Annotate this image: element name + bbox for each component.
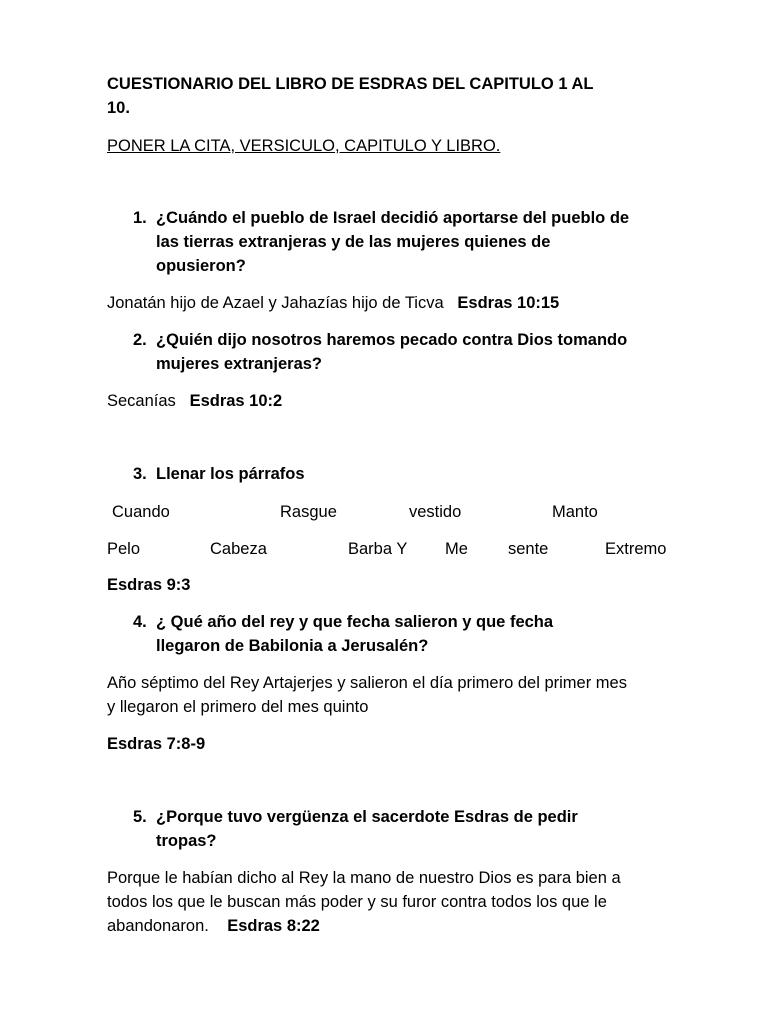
answer-text: Jonatán hijo de Azael y Jahazías hijo de Ticva [107,294,444,312]
answer-2 [107,389,282,413]
fill-word: Manto [552,503,598,521]
fill-word: Rasgue [280,503,337,521]
fill-word: vestido [409,503,462,521]
citation: Esdras 10:2 [189,392,283,410]
question-text-line: opusieron? [156,257,246,275]
answer-text-line: y llegaron el primero del mes quinto [107,698,369,716]
question-text-line: mujeres extranjeras? [156,355,323,373]
question-number: 1. [133,209,147,227]
fill-word: Me [445,540,468,558]
question-number: 2. [133,331,147,349]
citation: Esdras 9:3 [107,576,191,594]
question-number: 4. [133,613,147,631]
question-text-line: ¿Cuándo el pueblo de Israel decidió aportarse del pueblo de [156,209,630,227]
fill-word: Cuando [112,503,170,521]
answer-text-line: todos los que le buscan más poder y su furor contra todos los que le [107,893,607,911]
question-text-line: ¿ Qué año del rey y que fecha salieron y que fecha [156,613,554,631]
fill-word: Barba Y [348,540,408,558]
answer-text-line [107,914,320,938]
citation: Esdras 10:15 [457,294,560,312]
question-text-line: las tierras extranjeras y de las mujeres quienes de [156,233,551,251]
answer-text-line: Año séptimo del Rey Artajerjes y salieron el día primero del primer mes [107,674,627,692]
question-text-line: tropas? [156,832,217,850]
fill-word: Pelo [107,540,141,558]
citation: Esdras 8:22 [227,917,320,935]
citation: Esdras 7:8-9 [107,735,206,753]
fill-word: Extremo [605,540,667,558]
question-text-line: ¿Porque tuvo vergüenza el sacerdote Esdras de pedir [156,808,578,826]
answer-text: Secanías [107,392,176,410]
question-text-line: llegaron de Babilonia a Jerusalén? [156,637,429,655]
question-text-line: Llenar los párrafos [156,465,305,483]
title-line-2: 10. [107,99,130,117]
question-number: 3. [133,465,147,483]
question-text-line: ¿Quién dijo nosotros haremos pecado contra Dios tomando [156,331,628,349]
title-line-1: CUESTIONARIO DEL LIBRO DE ESDRAS DEL CAPITULO 1 AL [107,75,594,93]
instruction-text: PONER LA CITA, VERSICULO, CAPITULO Y LIBRO. [107,137,501,155]
answer-text-line: Porque le habían dicho al Rey la mano de nuestro Dios es para bien a [107,869,621,887]
fill-word: Cabeza [210,540,267,558]
fill-word: sente [508,540,549,558]
question-number: 5. [133,808,147,826]
answer-1 [107,291,559,315]
answer-text: abandonaron. [107,917,209,935]
